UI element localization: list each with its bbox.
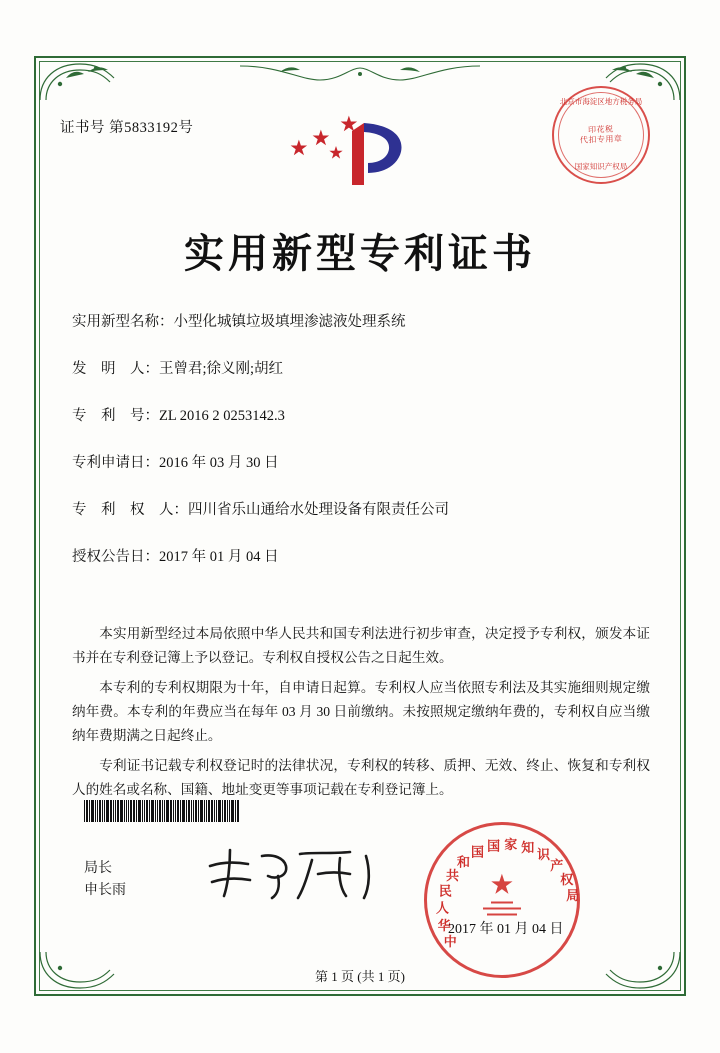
director-signature [200, 840, 380, 906]
field-value-utility-model-name: 小型化城镇垃圾填埋渗滤液处理系统 [173, 314, 406, 330]
field-value-patent-number: ZL 2016 2 0253142.3 [159, 408, 285, 424]
tax-stamp-line1: 印花税 [587, 124, 614, 135]
body-paragraph-2: 本专利的专利权期限为十年，自申请日起算。专利权人应当依照专利法及其实施细则规定缴纳年费。本专利的年费应当在每年 03 月 30 日前缴纳。未按照规定缴纳年费的，专利权自应当缴纳年费期满之日起终止。 [72, 680, 650, 743]
tax-stamp-seal [552, 86, 650, 184]
field-row-grant-announcement-date [72, 547, 648, 567]
office-seal [424, 822, 580, 978]
director-block [84, 858, 126, 902]
document-title: 实用新型专利证书 [184, 231, 536, 276]
body-text [72, 622, 650, 808]
field-label-application-date: 专利申请日： [72, 455, 159, 471]
tax-stamp-arc-top: 北京市海淀区地方税务局 [559, 97, 643, 106]
field-label-grant-announcement-date: 授权公告日： [72, 549, 159, 565]
top-center-ornament [240, 58, 480, 98]
field-value-grant-announcement-date: 2017 年 01 月 04 日 [159, 549, 279, 565]
corner-ornament-top-left [36, 58, 132, 104]
field-row-patent-number [72, 406, 648, 426]
tax-stamp-arc-bottom: 国家知识产权局 [574, 162, 628, 171]
director-title-label: 局长 [84, 861, 112, 876]
field-label-utility-model-name: 实用新型名称： [72, 314, 174, 330]
field-label-patentee: 专 利 权 人： [72, 502, 188, 518]
body-paragraph-1: 本实用新型经过本局依照中华人民共和国专利法进行初步审查，决定授予专利权，颁发本证书并在专利登记簿上予以登记。专利权自授权公告之日起生效。 [72, 626, 650, 665]
field-row-utility-model-name [72, 312, 648, 332]
field-value-application-date: 2016 年 03 月 30 日 [159, 455, 279, 471]
certificate-number: 证书号 第5833192号 [60, 120, 194, 136]
field-list [72, 312, 648, 594]
field-label-patent-number: 专 利 号： [72, 408, 159, 424]
field-row-patentee [72, 500, 648, 520]
director-name: 申长雨 [84, 883, 126, 898]
issue-date: 2017 年 01 月 04 日 [448, 922, 564, 937]
body-paragraph-3: 专利证书记载专利权登记时的法律状况，专利权的转移、质押、无效、终止、恢复和专利权人的姓名或名称、国籍、地址变更等事项记载在专利登记簿上。 [72, 758, 650, 797]
page-footer: 第 1 页 (共 1 页) [315, 969, 405, 984]
field-row-inventors [72, 359, 648, 379]
tax-stamp-line2: 代扣专用章 [579, 134, 623, 145]
field-value-inventors: 王曾君;徐义刚;胡红 [159, 361, 284, 377]
office-seal-text-ring: 中 华 人 民 共 和 国 国 家 知 识 产 权 局 [436, 837, 580, 949]
barcode [84, 800, 296, 822]
field-row-application-date [72, 453, 648, 473]
field-value-patentee: 四川省乐山通给水处理设备有限责任公司 [188, 502, 449, 518]
field-label-inventors: 发 明 人： [72, 361, 159, 377]
sipo-logo-icon [290, 113, 430, 191]
